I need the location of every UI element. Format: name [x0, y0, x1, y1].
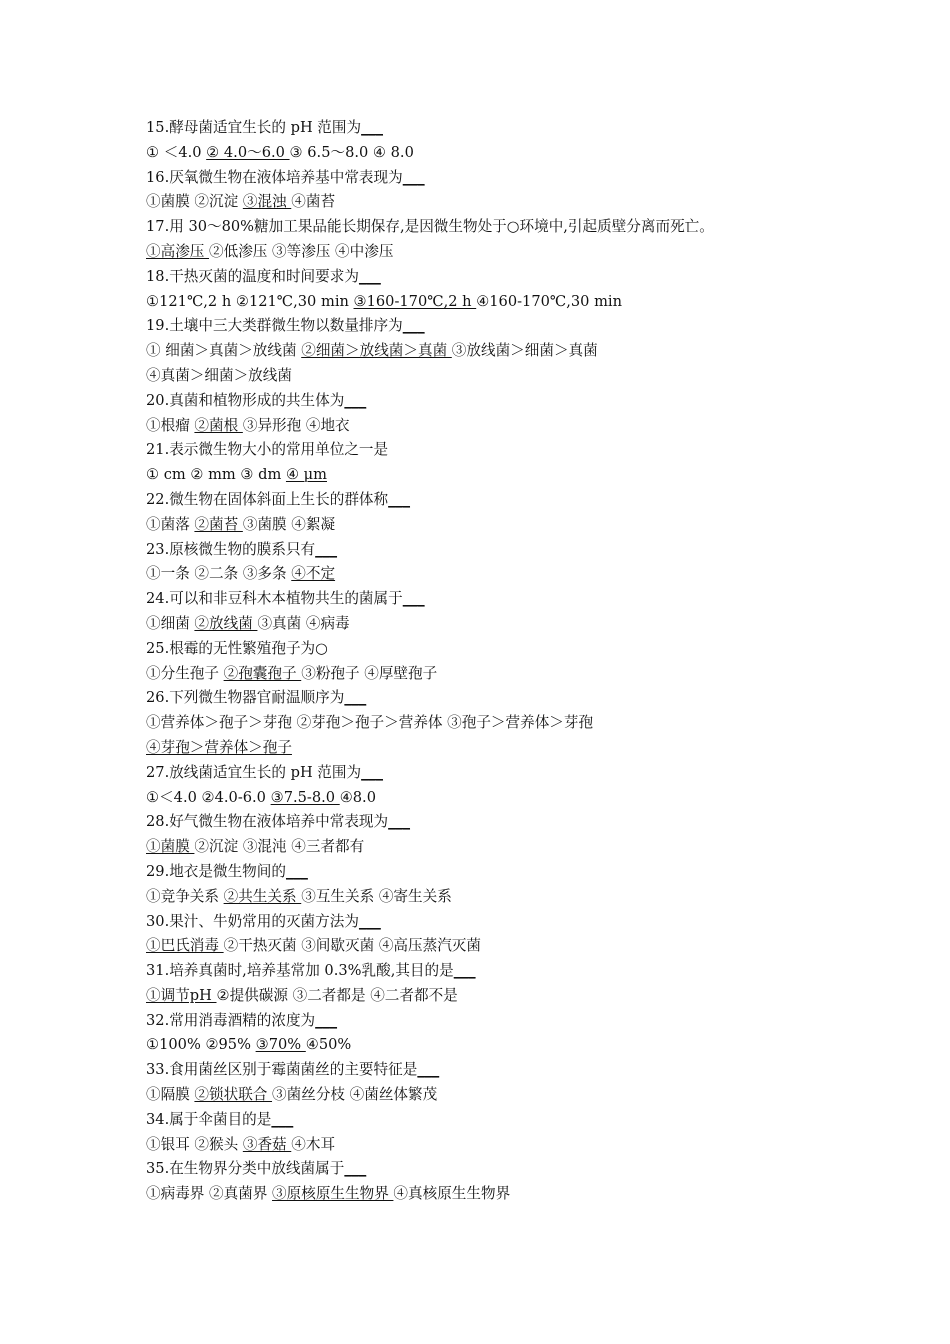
text-run: ③真菌 ④病毒: [257, 614, 350, 632]
text-run: 25.根霉的无性繁殖孢子为○: [146, 639, 328, 657]
underlined-text: ___: [344, 1160, 367, 1178]
text-run: 17.用 30～80%糖加工果品能长期保存,是因微生物处于○环境中,引起质壁分离而死亡。: [146, 218, 714, 236]
options-line: [146, 240, 906, 265]
text-run: ④菌苔: [291, 193, 336, 211]
text-run: ③放线菌＞细菌＞真菌: [451, 342, 598, 360]
underlined-text: ___: [388, 490, 411, 508]
text-run: 19.土壤中三大类群微生物以数量排序为: [146, 317, 403, 335]
text-run: ①一条 ②二条 ③多条: [146, 565, 292, 583]
options-line: [146, 1083, 906, 1108]
question-line: [146, 314, 906, 339]
underlined-text: ②锁状联合: [194, 1086, 273, 1104]
text-run: 15.酵母菌适宜生长的 pH 范围为: [146, 119, 362, 136]
question-line: [146, 215, 906, 240]
text-run: 31.培养真菌时,培养基常加 0.3%乳酸,其目的是: [146, 962, 454, 980]
options-line: [146, 934, 906, 959]
text-run: ①竞争关系: [146, 887, 224, 905]
underlined-text: ___: [285, 862, 308, 880]
underlined-text: ___: [453, 962, 476, 980]
text-run: 33.食用菌丝区别于霉菌菌丝的主要特征是: [146, 1061, 418, 1079]
text-run: ①根瘤: [146, 416, 195, 434]
text-run: ③菌丝分枝 ④菌丝体繁茂: [272, 1086, 438, 1104]
options-line: [146, 290, 906, 315]
question-line: [146, 1108, 906, 1133]
text-run: 23.原核微生物的膜系只有: [146, 540, 316, 558]
underlined-text: ___: [344, 391, 367, 409]
text-run: 26.下列微生物器官耐温顺序为: [146, 689, 345, 707]
text-run: 29.地衣是微生物间的: [146, 862, 286, 880]
text-run: 22.微生物在固体斜面上生长的群体称: [146, 490, 389, 508]
text-run: ②低渗压 ③等渗压 ④中渗压: [209, 242, 394, 260]
underlined-text: ___: [315, 540, 338, 558]
underlined-text: ①高渗压: [146, 242, 210, 260]
underlined-text: ___: [271, 1110, 294, 1128]
underlined-text: ___: [402, 317, 425, 335]
options-line: [146, 562, 906, 587]
options-line: [146, 141, 906, 166]
question-line: [146, 1009, 906, 1034]
underlined-text: ___: [417, 1061, 440, 1079]
text-run: ①营养体＞孢子＞芽孢 ②芽孢＞孢子＞营养体 ③孢子＞营养体＞芽孢: [146, 714, 594, 732]
question-line: [146, 166, 906, 191]
text-run: ④50%: [305, 1036, 352, 1054]
underlined-text: ___: [358, 267, 381, 285]
text-run: ③互生关系 ④寄生关系: [301, 887, 452, 905]
underlined-text: ①巴氏消毒: [146, 937, 224, 955]
document-body: [146, 116, 906, 1207]
text-run: ①银耳 ②猴头: [146, 1135, 243, 1153]
underlined-text: ②细菌＞放线菌＞真菌: [301, 342, 452, 360]
options-line: [146, 835, 906, 860]
underlined-text: ___: [402, 590, 425, 608]
text-run: ①分生孢子: [146, 664, 224, 682]
text-run: 18.干热灭菌的温度和时间要求为: [146, 267, 359, 285]
text-run: 24.可以和非豆科木本植物共生的菌属于: [146, 590, 403, 608]
options-line: [146, 364, 906, 389]
question-line: [146, 761, 906, 786]
underlined-text: ___: [358, 912, 381, 930]
text-run: ①100% ②95%: [146, 1036, 256, 1054]
text-run: ②干热灭菌 ③间歇灭菌 ④高压蒸汽灭菌: [223, 937, 481, 955]
text-run: ②提供碳源 ③二者都是 ④二者都不是: [216, 986, 458, 1004]
underlined-text: ②菌苔: [194, 515, 243, 533]
text-run: ① ＜4.0: [146, 143, 207, 161]
text-run: 30.果汁、牛奶常用的灭菌方法为: [146, 912, 359, 930]
question-line: [146, 686, 906, 711]
options-line: [146, 786, 906, 811]
text-run: ①隔膜: [146, 1086, 195, 1104]
underlined-text: ②菌根: [194, 416, 243, 434]
options-line: [146, 1182, 906, 1207]
options-line: [146, 414, 906, 439]
text-run: ④8.0: [339, 788, 376, 806]
text-run: ①细菌: [146, 614, 195, 632]
underlined-text: ② 4.0～6.0: [206, 143, 290, 161]
options-line: [146, 662, 906, 687]
question-line: [146, 538, 906, 563]
text-run: ①病毒界 ②真菌界: [146, 1185, 273, 1203]
text-run: ①菌落: [146, 515, 195, 533]
options-line: [146, 190, 906, 215]
underlined-text: ①调节pH: [146, 986, 217, 1004]
text-run: ③粉孢子 ④厚壁孢子: [301, 664, 438, 682]
question-line: [146, 438, 906, 463]
question-line: [146, 116, 906, 141]
text-run: 16.厌氧微生物在液体培养基中常表现为: [146, 168, 403, 186]
text-run: ④木耳: [291, 1135, 336, 1153]
underlined-text: ④芽孢＞营养体＞孢子: [146, 738, 292, 756]
question-line: [146, 910, 906, 935]
question-line: [146, 1157, 906, 1182]
text-run: ④160-170℃,30 min: [476, 292, 622, 310]
question-line: [146, 810, 906, 835]
options-line: [146, 711, 906, 736]
text-run: 27.放线菌适宜生长的 pH 范围为: [146, 763, 362, 781]
underlined-text: ②放线菌: [194, 614, 258, 632]
underlined-text: ③160-170℃,2 h: [353, 292, 477, 310]
text-run: 35.在生物界分类中放线菌属于: [146, 1160, 345, 1178]
question-line: [146, 389, 906, 414]
underlined-text: ③7.5-8.0: [270, 788, 340, 806]
text-run: 21.表示微生物大小的常用单位之一是: [146, 441, 389, 459]
text-run: ③菌膜 ④絮凝: [242, 515, 336, 533]
options-line: [146, 885, 906, 910]
options-line: [146, 513, 906, 538]
underlined-text: ③原核原生生物界: [272, 1185, 394, 1203]
underlined-text: ___: [315, 1011, 338, 1029]
text-run: ①菌膜 ②沉淀: [146, 193, 243, 211]
underlined-text: ___: [344, 689, 367, 707]
text-run: ②沉淀 ③混沌 ④三者都有: [194, 838, 365, 856]
question-line: [146, 587, 906, 612]
underlined-text: ___: [402, 168, 425, 186]
underlined-text: ___: [361, 763, 383, 781]
question-line: [146, 637, 906, 662]
text-run: 20.真菌和植物形成的共生体为: [146, 391, 345, 409]
options-line: [146, 339, 906, 364]
text-run: ① 细菌＞真菌＞放线菌: [146, 342, 302, 360]
text-run: ④真核原生生物界: [393, 1185, 511, 1203]
underlined-text: ①菌膜: [146, 838, 195, 856]
text-run: ③异形孢 ④地衣: [242, 416, 350, 434]
underlined-text: ④不定: [291, 565, 336, 583]
underlined-text: ②孢囊孢子: [223, 664, 302, 682]
question-line: [146, 860, 906, 885]
question-line: [146, 1058, 906, 1083]
options-line: [146, 612, 906, 637]
underlined-text: ___: [388, 813, 411, 831]
options-line: [146, 463, 906, 488]
options-line: [146, 984, 906, 1009]
options-line: [146, 1133, 906, 1158]
text-run: 32.常用消毒酒精的浓度为: [146, 1011, 316, 1029]
text-run: ④真菌＞细菌＞放线菌: [146, 366, 292, 384]
text-run: ①121℃,2 h ②121℃,30 min: [146, 292, 354, 310]
underlined-text: ④ μm: [285, 466, 327, 484]
text-run: ①＜4.0 ②4.0-6.0: [146, 788, 271, 806]
underlined-text: ②共生关系: [223, 887, 302, 905]
question-line: [146, 265, 906, 290]
question-line: [146, 959, 906, 984]
text-run: ① cm ② mm ③ dm: [146, 466, 286, 484]
text-run: 28.好气微生物在液体培养中常表现为: [146, 813, 389, 831]
question-line: [146, 488, 906, 513]
text-run: 34.属于伞菌目的是: [146, 1110, 272, 1128]
options-line: [146, 1033, 906, 1058]
options-line: [146, 736, 906, 761]
underlined-text: ③混浊: [242, 193, 292, 211]
underlined-text: ③香菇: [242, 1135, 292, 1153]
text-run: ③ 6.5～8.0 ④ 8.0: [289, 143, 414, 161]
underlined-text: ___: [361, 119, 383, 136]
underlined-text: ③70%: [255, 1036, 306, 1054]
